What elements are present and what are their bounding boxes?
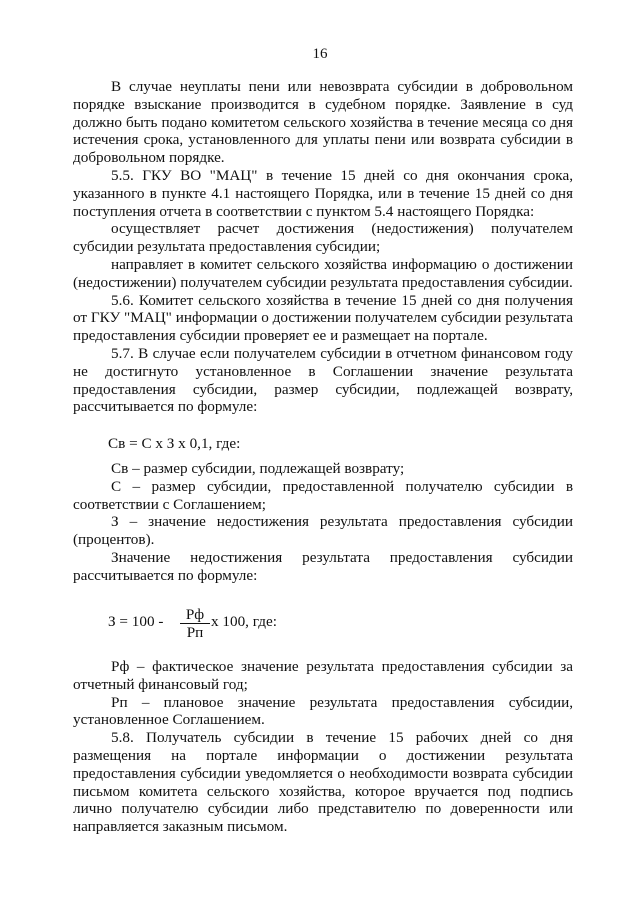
formula-refund: Св = С х З х 0,1, где:: [108, 435, 241, 452]
paragraph: осуществляет расчет достижения (недостижения) получателем субсидии результата предоставления субсидии;: [73, 220, 573, 256]
body-text-bottom: [73, 658, 573, 836]
fraction-denominator: Рп: [186, 624, 204, 641]
formula-shortfall: [108, 606, 308, 642]
paragraph: 5.6. Комитет сельского хозяйства в течение 15 дней со дня получения от ГКУ "МАЦ" информации о достижении получателем субсидии результата предоставления субсидии проверяет ее и размещает на портале.: [73, 291, 573, 345]
paragraph: Рп – плановое значение результата предоставления субсидии, установленное Соглашением.: [73, 693, 573, 729]
formula-right: х 100, где:: [211, 613, 277, 630]
paragraph: В случае неуплаты пени или невозврата субсидии в добровольном порядке взыскание производится в судебном порядке. Заявление в суд должно быть подано комитетом сельского хозяйства в течение месяца со дня истечения срока, установленного для уплаты пени или возврата субсидии в добровольном порядке.: [73, 78, 573, 167]
paragraph: направляет в комитет сельского хозяйства информацию о достижении (недостижении) получателем субсидии результата предоставления субсидии.: [73, 255, 573, 291]
paragraph: 5.8. Получатель субсидии в течение 15 рабочих дней со дня размещения на портале информации о достижении результата предоставления субсидии уведомляется о необходимости возврата субсидии письмом комитета сельского хозяйства, которое вручается под подпись лично получателю субсидии либо представителю по доверенности или направляется заказным письмом.: [73, 729, 573, 836]
fraction: [183, 606, 207, 642]
paragraph: С – размер субсидии, предоставленной получателю субсидии в соответствии с Соглашением;: [73, 477, 573, 513]
paragraph: Значение недостижения результата предоставления субсидии рассчитывается по формуле:: [73, 548, 573, 584]
body-text-mid: [73, 460, 573, 585]
formula-left: З = 100 -: [108, 613, 164, 630]
paragraph: 5.5. ГКУ ВО "МАЦ" в течение 15 дней со дня окончания срока, указанного в пункте 4.1 настоящего Порядка, или в течение 15 дней со дня поступления отчета в соответствии с пунктом 5.4 настоящего Порядка:: [73, 166, 573, 220]
page-number: 16: [312, 46, 328, 62]
paragraph: 5.7. В случае если получателем субсидии в отчетном финансовом году не достигнуто установленное в Соглашении значение результата предоставления субсидии, размер субсидии, подлежащей возврату, рассчитывается по формуле:: [73, 344, 573, 416]
paragraph: Св – размер субсидии, подлежащей возврату;: [111, 460, 405, 477]
paragraph: Рф – фактическое значение результата предоставления субсидии за отчетный финансовый год;: [73, 658, 573, 693]
fraction-numerator: Рф: [185, 606, 205, 623]
body-text-top: [73, 78, 573, 416]
paragraph: З – значение недостижения результата предоставления субсидии (процентов).: [73, 513, 573, 549]
